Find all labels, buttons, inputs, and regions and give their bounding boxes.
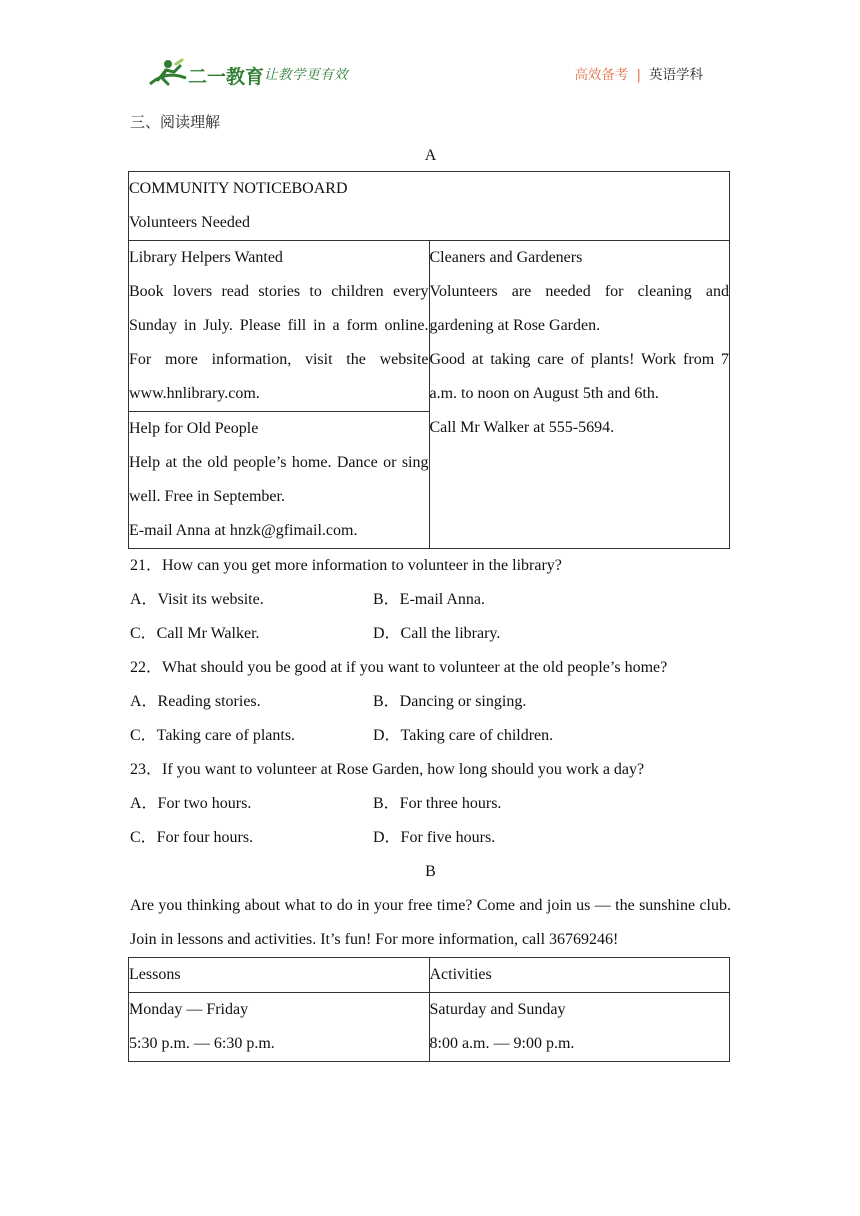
garden-heading: Cleaners and Gardeners <box>429 249 583 266</box>
option-c: C．Taking care of plants. <box>130 727 296 744</box>
noticeboard-table <box>128 171 730 549</box>
main-content <box>130 144 731 1062</box>
old-people-body-1: Help at the old people’s home. Dance or sing well. Free in September. <box>129 454 429 505</box>
logo-text: 二一教育 <box>188 66 265 88</box>
tag-exam-prep: 高效备考 <box>574 67 629 83</box>
lessons-days: Monday — Friday <box>129 1001 249 1018</box>
option-row <box>130 583 731 617</box>
option-a: A．For two hours. <box>130 795 252 812</box>
option-row <box>130 787 731 821</box>
option-d: D．For five hours. <box>373 829 496 846</box>
header-tags <box>574 63 703 83</box>
activities-days: Saturday and Sunday <box>429 1001 566 1018</box>
lessons-time: 5:30 p.m. — 6:30 p.m. <box>129 1035 275 1052</box>
noticeboard-header-cell <box>129 172 730 241</box>
option-b: B．Dancing or singing. <box>373 693 527 710</box>
question-stem: 21．How can you get more information to volunteer in the library? <box>130 557 562 574</box>
slogan: 让教学更有效 <box>264 67 348 83</box>
schedule-table <box>128 957 730 1062</box>
page-header <box>0 0 860 100</box>
option-d: D．Call the library. <box>373 625 501 642</box>
passage-b-label: B <box>425 863 436 880</box>
option-row <box>130 719 731 753</box>
tag-subject: 英语学科 <box>649 67 703 83</box>
option-b: B．For three hours. <box>373 795 502 812</box>
option-a: A．Reading stories. <box>130 693 261 710</box>
old-people-body-2: E-mail Anna at hnzk@gfimail.com. <box>129 522 358 539</box>
option-c: C．Call Mr Walker. <box>130 625 260 642</box>
library-heading: Library Helpers Wanted <box>129 249 283 266</box>
header-separator: | <box>636 67 641 83</box>
passage-a-label: A <box>424 147 437 164</box>
passage-b-intro: Are you thinking about what to do in your free time? Come and join us — the sunshine club. Join in lessons and activities. It’s fun! For more information, call 36769246! <box>130 897 731 948</box>
section-title: 三、阅读理解 <box>130 113 221 131</box>
garden-cell <box>429 241 730 549</box>
option-row <box>130 685 731 719</box>
runner-logo-icon <box>146 56 266 92</box>
option-c: C．For four hours. <box>130 829 254 846</box>
noticeboard-title: COMMUNITY NOTICEBOARD <box>129 180 348 197</box>
option-d: D．Taking care of children. <box>373 727 554 744</box>
question-stem: 23．If you want to volunteer at Rose Garden, how long should you work a day? <box>130 761 645 778</box>
library-body: Book lovers read stories to children every Sunday in July. Please fill in a form online. For more information, visit the website www.hnlibrary.com. <box>129 283 429 402</box>
noticeboard-subtitle: Volunteers Needed <box>129 214 250 231</box>
lessons-header: Lessons <box>129 958 430 993</box>
old-people-heading: Help for Old People <box>129 420 259 437</box>
question-22 <box>130 651 731 753</box>
activities-header: Activities <box>429 958 730 993</box>
activities-time: 8:00 a.m. — 9:00 p.m. <box>429 1035 575 1052</box>
garden-body-2: Good at taking care of plants! Work from 7 a.m. to noon on August 5th and 6th. <box>429 351 729 402</box>
activities-cell <box>429 993 730 1062</box>
question-21 <box>130 549 731 651</box>
logo <box>146 56 266 92</box>
question-23 <box>130 753 731 855</box>
lessons-cell <box>129 993 430 1062</box>
old-people-cell <box>129 412 430 549</box>
option-b: B．E-mail Anna. <box>373 591 485 608</box>
question-stem: 22．What should you be good at if you want to volunteer at the old people’s home? <box>130 659 668 676</box>
garden-body-1: Volunteers are needed for cleaning and gardening at Rose Garden. <box>429 283 729 334</box>
option-row <box>130 617 731 651</box>
library-cell <box>129 241 430 412</box>
garden-body-3: Call Mr Walker at 555-5694. <box>429 419 615 436</box>
option-a: A．Visit its website. <box>130 591 264 608</box>
option-row <box>130 821 731 855</box>
